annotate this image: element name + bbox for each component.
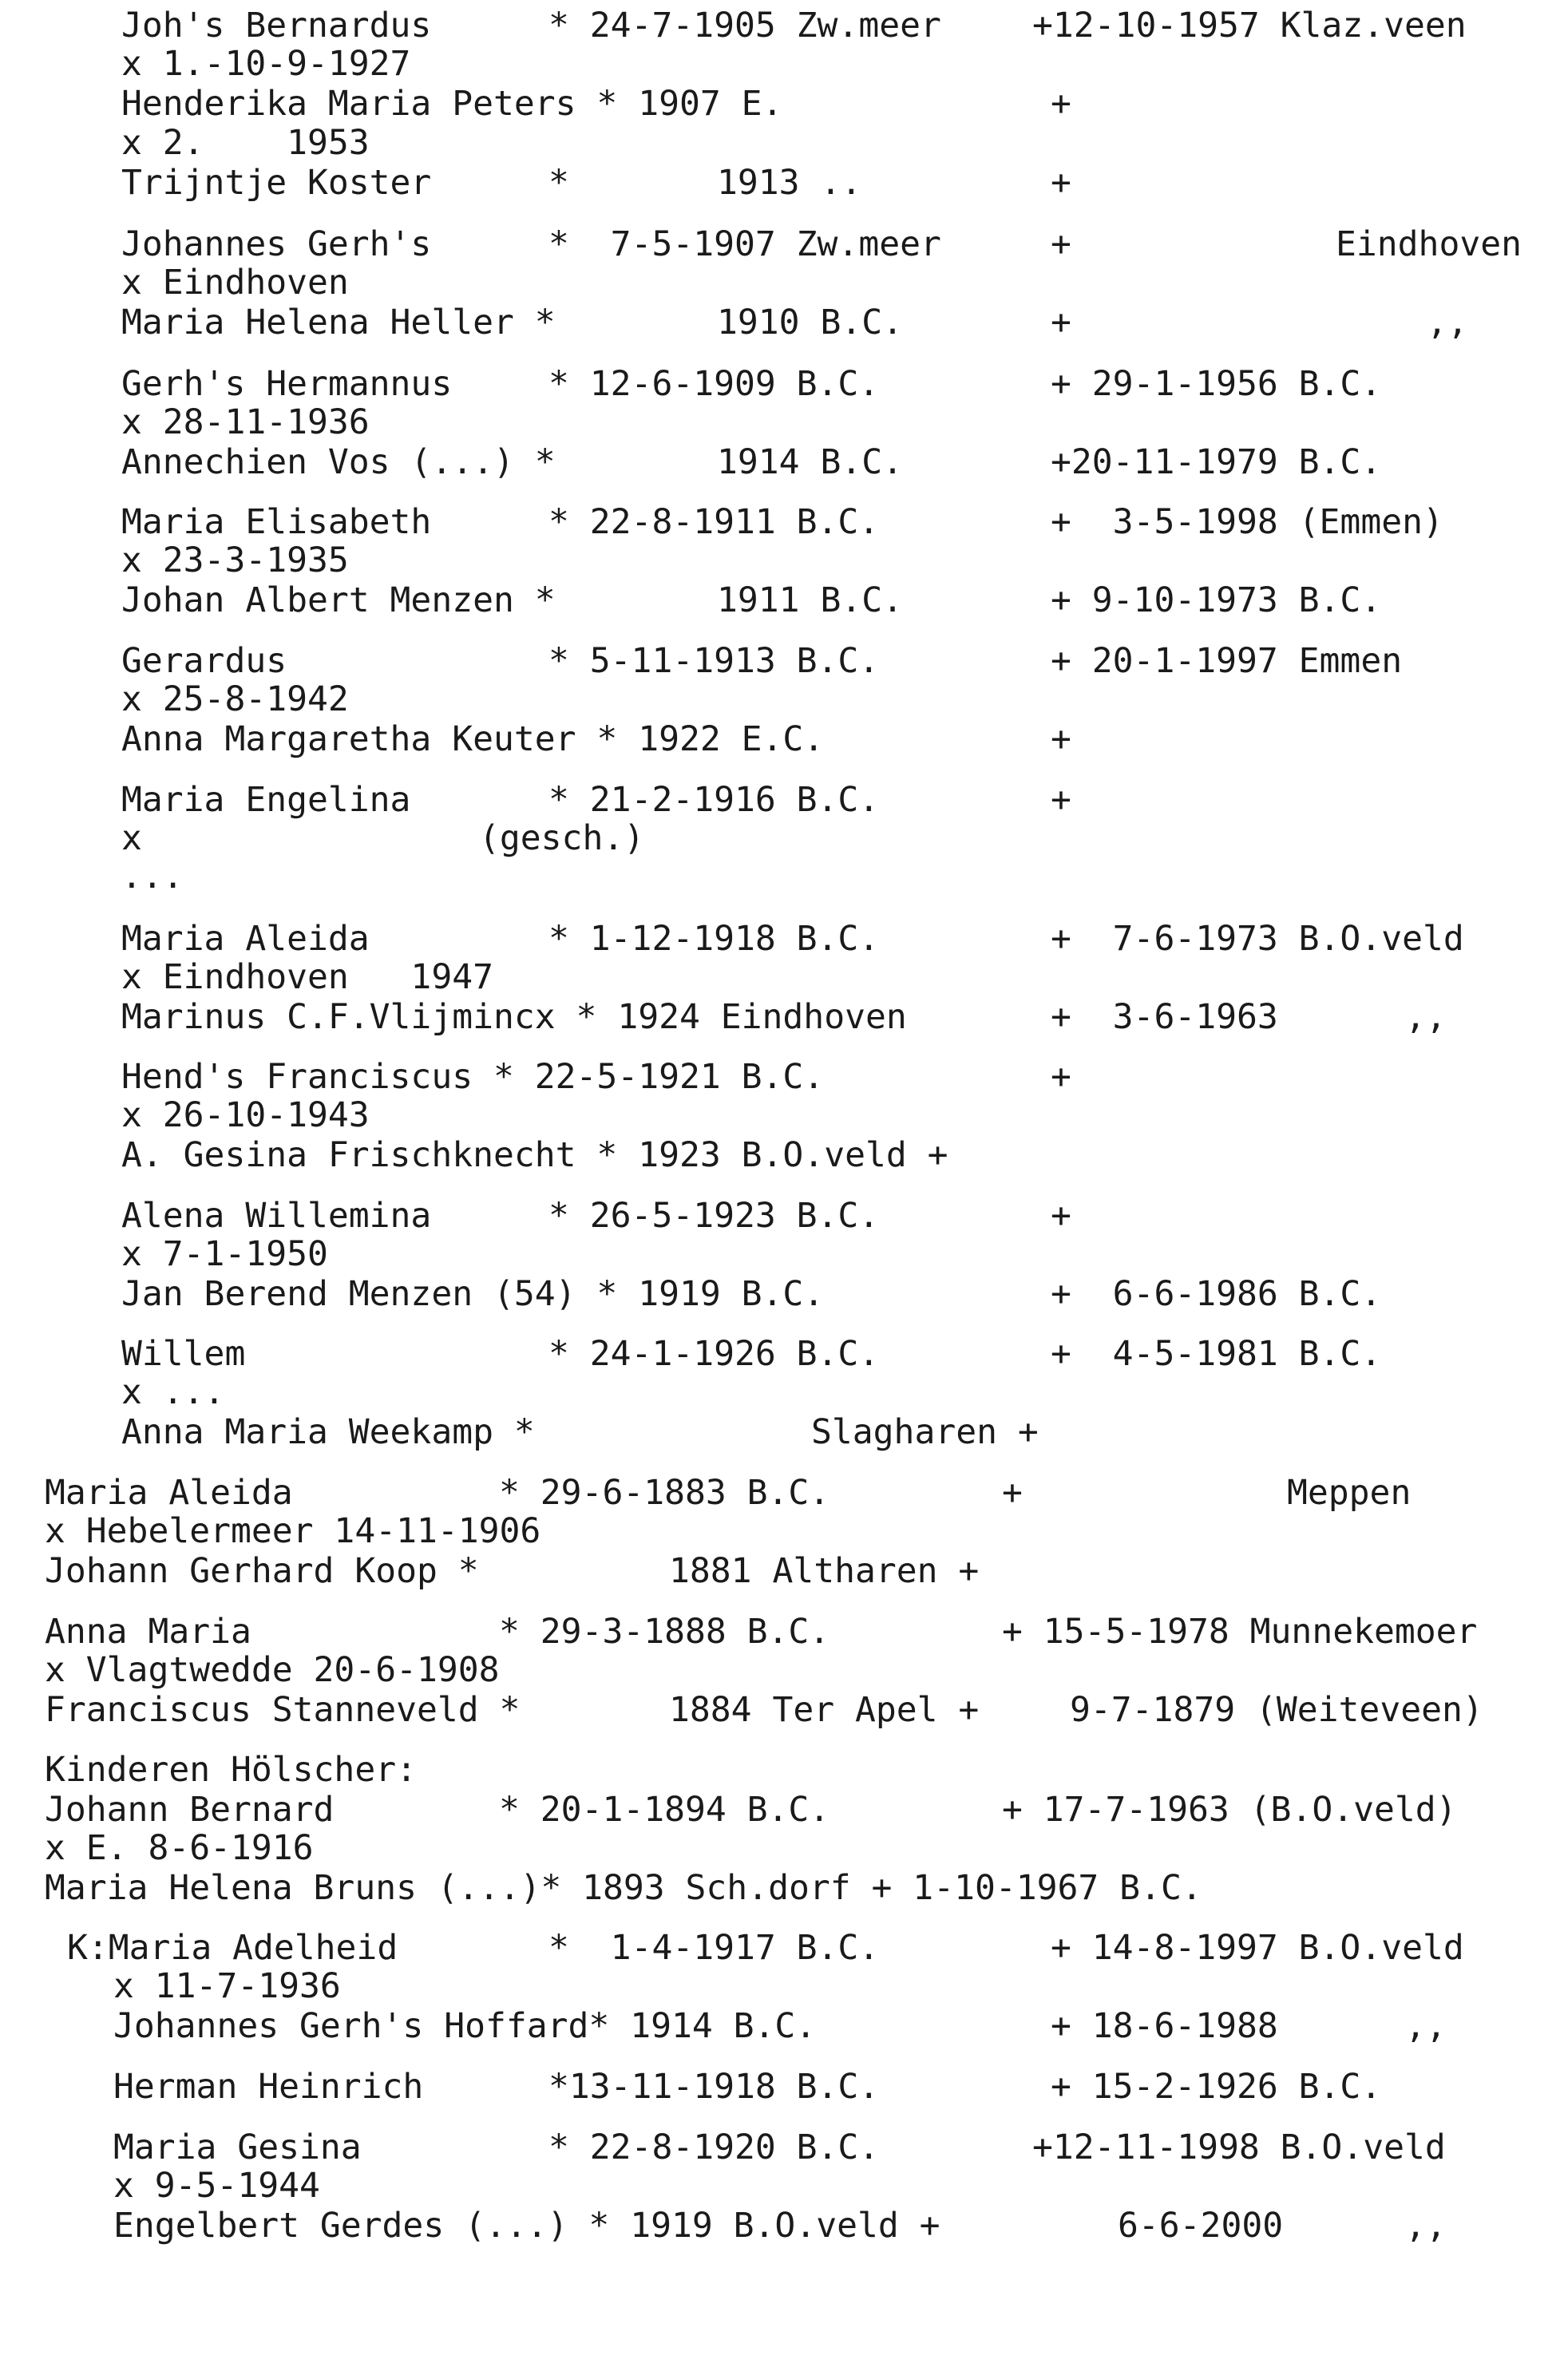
- death-text: 9-7-1879 (Weiteveen): [1070, 1690, 1483, 1730]
- birth-text: *: [548, 163, 569, 203]
- birth-text: * 29-3-1888 B.C.: [499, 1612, 830, 1652]
- ellipsis-text: ...: [121, 857, 184, 896]
- name-text: Herman Heinrich: [113, 2067, 424, 2107]
- death-text: + 6-6-1986 B.C.: [1051, 1274, 1382, 1314]
- name-text: Maria Engelina: [121, 780, 411, 820]
- name-text: K:Maria Adelheid: [67, 1928, 398, 1968]
- name-text: Johann Bernard: [45, 1790, 335, 1830]
- name-text: Joh's Bernardus: [121, 6, 432, 46]
- birth-text: * 1-4-1917 B.C.: [548, 1928, 880, 1968]
- death-text: +20-11-1979 B.C.: [1051, 442, 1382, 482]
- marriage-text: x 28-11-1936: [121, 402, 370, 442]
- marriage-text: x 25-8-1942: [121, 679, 349, 719]
- name-text: Anna Maria: [45, 1612, 251, 1652]
- name-text: Gerardus: [121, 641, 287, 681]
- name-text: Johannes Gerh's: [121, 224, 432, 264]
- ditto-text: ,,: [1405, 2006, 1447, 2046]
- place-text: Slagharen +: [811, 1412, 1039, 1452]
- marriage-text: x Eindhoven 1947: [121, 957, 493, 997]
- name-text: Marinus C.F.Vlijmincx * 1924 Eindhoven: [121, 997, 907, 1037]
- death-text: + 3-6-1963: [1051, 997, 1278, 1037]
- marriage-text: x: [121, 818, 142, 858]
- birth-text: * 22-8-1920 B.C.: [548, 2127, 880, 2167]
- name-text: Franciscus Stanneveld *: [45, 1690, 521, 1730]
- name-text: Alena Willemina: [121, 1196, 432, 1236]
- marriage-text: x ...: [121, 1372, 225, 1412]
- name-text: A. Gesina Frischknecht * 1923 B.O.veld +: [121, 1135, 948, 1175]
- birth-text: * 20-1-1894 B.C.: [499, 1790, 830, 1830]
- birth-text: * 21-2-1916 B.C.: [548, 780, 880, 820]
- death-text: +: [1051, 303, 1071, 342]
- name-text: Gerh's Hermannus: [121, 364, 453, 404]
- birth-text: * 24-1-1926 B.C.: [548, 1334, 880, 1374]
- death-text: + 3-5-1998 (Emmen): [1051, 502, 1443, 542]
- name-text: Hend's Franciscus * 22-5-1921 B.C.: [121, 1057, 825, 1097]
- birth-text: 1910 B.C.: [717, 303, 903, 342]
- death-text: + 7-6-1973 B.O.veld: [1051, 919, 1464, 959]
- death-text: + 4-5-1981 B.C.: [1051, 1334, 1382, 1374]
- ditto-text: ,,: [1405, 997, 1447, 1037]
- name-text: Jan Berend Menzen (54) * 1919 B.C.: [121, 1274, 825, 1314]
- death-text: +: [1051, 719, 1071, 759]
- birth-text: 1911 B.C.: [717, 580, 903, 620]
- death-text: +12-10-1957 Klaz.veen: [1032, 6, 1467, 46]
- marriage-text: x 7-1-1950: [121, 1234, 328, 1274]
- death-text: +: [1002, 1473, 1023, 1513]
- birth-text: * 29-6-1883 B.C.: [499, 1473, 830, 1513]
- death-text: + 14-8-1997 B.O.veld: [1051, 1928, 1464, 1968]
- birth-text: * 26-5-1923 B.C.: [548, 1196, 880, 1236]
- death-text: +: [1051, 1196, 1071, 1236]
- ditto-text: ,,: [1427, 303, 1468, 342]
- death-text: 6-6-2000: [1118, 2206, 1284, 2246]
- name-text: Annechien Vos (...) *: [121, 442, 556, 482]
- death-text: +12-11-1998 B.O.veld: [1032, 2127, 1446, 2167]
- marriage-text: x 23-3-1935: [121, 540, 349, 580]
- birth-text: * 5-11-1913 B.C.: [548, 641, 880, 681]
- birth-text: 1914 B.C.: [717, 442, 903, 482]
- birth-text: *13-11-1918 B.C.: [548, 2067, 880, 2107]
- name-text: Johan Albert Menzen *: [121, 580, 556, 620]
- name-text: Anna Margaretha Keuter * 1922 E.C.: [121, 719, 825, 759]
- name-text: Willem: [121, 1334, 246, 1374]
- name-text: Trijntje Koster: [121, 163, 432, 203]
- marriage-text: x 9-5-1944: [113, 2166, 320, 2206]
- birth-text: 1881 Altharen +: [669, 1551, 980, 1591]
- name-text: Maria Helena Bruns (...)* 1893 Sch.dorf + 1-10-1967 B.C.: [45, 1868, 1202, 1908]
- death-text: + 29-1-1956 B.C.: [1051, 364, 1382, 404]
- marriage-text: x E. 8-6-1916: [45, 1828, 314, 1868]
- marriage-text: x Hebelermeer 14-11-1906: [45, 1511, 541, 1551]
- death-text: +: [1051, 84, 1071, 124]
- name-text: Engelbert Gerdes (...) * 1919 B.O.veld +: [113, 2206, 940, 2246]
- birth-text: * 12-6-1909 B.C.: [548, 364, 880, 404]
- marriage-text: x 26-10-1943: [121, 1095, 370, 1135]
- death-text: + 15-5-1978 Munnekemoer: [1002, 1612, 1478, 1652]
- death-text: +: [1051, 163, 1071, 203]
- section-heading: Kinderen Hölscher:: [45, 1750, 417, 1790]
- death-text: +: [1051, 224, 1071, 264]
- marriage-text: x 2. 1953: [121, 123, 370, 163]
- ditto-text: ,,: [1405, 2206, 1447, 2246]
- name-text: Anna Maria Weekamp *: [121, 1412, 535, 1452]
- marriage-text: x Eindhoven: [121, 263, 349, 303]
- death-text: + 17-7-1963 (B.O.veld): [1002, 1790, 1457, 1830]
- name-text: Henderika Maria Peters * 1907 E.: [121, 84, 783, 124]
- name-text: Maria Gesina: [113, 2127, 362, 2167]
- birth-text: 1913 ..: [717, 163, 862, 203]
- birth-text: * 1-12-1918 B.C.: [548, 919, 880, 959]
- name-text: Johann Gerhard Koop *: [45, 1551, 479, 1591]
- birth-text: * 24-7-1905 Zw.meer: [548, 6, 941, 46]
- birth-text: 1884 Ter Apel +: [669, 1690, 980, 1730]
- marriage-text: x Vlagtwedde 20-6-1908: [45, 1650, 500, 1690]
- name-text: Maria Helena Heller *: [121, 303, 556, 342]
- name-text: Maria Aleida: [121, 919, 370, 959]
- death-text: +: [1051, 780, 1071, 820]
- place-text: Meppen: [1287, 1473, 1412, 1513]
- name-text: Johannes Gerh's Hoffard* 1914 B.C.: [113, 2006, 817, 2046]
- birth-text: * 22-8-1911 B.C.: [548, 502, 880, 542]
- birth-text: * 7-5-1907 Zw.meer: [548, 224, 941, 264]
- place-text: Eindhoven: [1336, 224, 1522, 264]
- death-text: + 18-6-1988: [1051, 2006, 1278, 2046]
- death-text: +: [1051, 1057, 1071, 1097]
- death-text: + 9-10-1973 B.C.: [1051, 580, 1382, 620]
- marriage-text: x 11-7-1936: [113, 1966, 341, 2006]
- name-text: Maria Aleida: [45, 1473, 293, 1513]
- name-text: Maria Elisabeth: [121, 502, 432, 542]
- note-text: (gesch.): [479, 818, 645, 858]
- death-text: + 15-2-1926 B.C.: [1051, 2067, 1382, 2107]
- death-text: + 20-1-1997 Emmen: [1051, 641, 1403, 681]
- marriage-text: x 1.-10-9-1927: [121, 44, 411, 84]
